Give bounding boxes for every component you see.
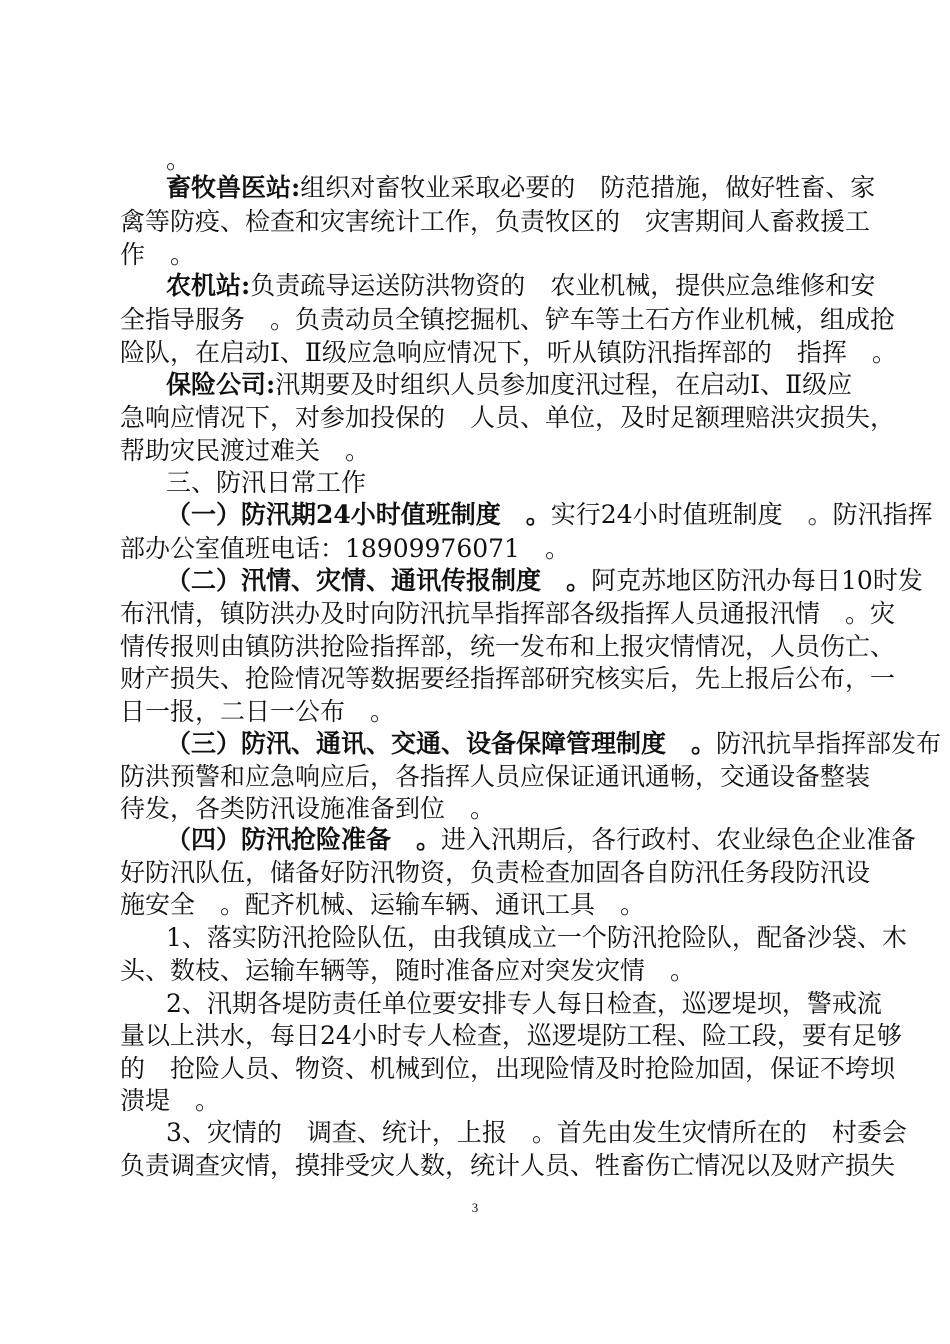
text-line: 情传报则由镇防洪抢险指挥部，统一发布和上报灾情情况，人员伤亡、 (120, 632, 896, 661)
text-line: （一）防汛期24小时值班制度 。实行24小时值班制度 。防汛指挥 (166, 500, 933, 529)
section-heading: （一）防汛期24小时值班制度 。 (166, 500, 551, 529)
text-line: 好防汛队伍，储备好防汛物资，负责检查加固各自防汛任务段防汛设 (120, 858, 871, 887)
section-heading: （四）防汛抢险准备 。 (166, 825, 442, 854)
page-number: 3 (471, 1200, 479, 1215)
section-heading: （三）防汛、通讯、交通、设备保障管理制度 。 (166, 729, 717, 758)
text-line: 待发，各类防汛设施准备到位 。 (120, 794, 496, 823)
text-line: （四）防汛抢险准备 。进入汛期后，各行政村、农业绿色企业准备 (166, 825, 917, 854)
text-line: 全指导服务 。负责动员全镇挖掘机、铲车等土石方作业机械，组成抢 (120, 305, 896, 334)
text-line: 头、数枝、运输车辆等，随时准备应对突发灾情 。 (120, 956, 696, 985)
text-line: （二）汛情、灾情、通讯传报制度 。阿克苏地区防汛办每日10时发 (166, 566, 923, 595)
text-line: 量以上洪水，每日24小时专人检查，巡逻堤防工程、险工段，要有足够 (120, 1021, 902, 1050)
text-line: 布汛情，镇防洪办及时向防汛抗旱指挥部各级指挥人员通报汛情 。灾 (120, 599, 896, 628)
text-line: 负责调查灾情，摸排受灾人数，统计人员、牲畜伤亡情况以及财产损失 (120, 1151, 896, 1180)
text-line: 2、汛期各堤防责任单位要安排专人每日检查，巡逻堤坝，警戒流 (166, 989, 882, 1018)
section-heading: 保险公司: (166, 370, 276, 399)
text-line: 农机站:负责疏导运送防洪物资的 农业机械，提供应急维修和安 (166, 271, 876, 300)
text-line: 禽等防疫、检查和灾害统计工作，负责牧区的 灾害期间人畜救援工 (120, 207, 871, 236)
section-title: 三、防汛日常工作 (166, 468, 367, 497)
text-line: 急响应情况下，对参加投保的 人员、单位，及时足额理赔洪灾损失， (120, 403, 896, 432)
text-line: 3、灾情的 调查、统计，上报 。首先由发生灾情所在的 村委会 (166, 1118, 907, 1147)
text-line: 防洪预警和应急响应后，各指挥人员应保证通讯通畅，交通设备整装 (120, 762, 871, 791)
text-line: 溃堤 。 (120, 1086, 221, 1115)
text-line: 1、落实防汛抢险队伍，由我镇成立一个防汛抢险队，配备沙袋、木 (166, 923, 907, 952)
text-line: （三）防汛、通讯、交通、设备保障管理制度 。防汛抗旱指挥部发布 (166, 729, 942, 758)
text-line: 险队，在启动Ⅰ、Ⅱ级应急响应情况下，听从镇防汛指挥部的 指挥 。 (120, 338, 897, 367)
text-line: 畜牧兽医站:组织对畜牧业采取必要的 防范措施，做好牲畜、家 (166, 173, 876, 202)
text-line: 的 抢险人员、物资、机械到位，出现险情及时抢险加固，保证不垮坝 (120, 1054, 896, 1083)
text-line: 。 (166, 145, 192, 174)
section-heading: （二）汛情、灾情、通讯传报制度 。 (166, 566, 592, 595)
text-line: 保险公司:汛期要及时组织人员参加度汛过程，在启动Ⅰ、Ⅱ级应 (166, 370, 853, 399)
text-line: 财产损失、抢险情况等数据要经指挥部研究核实后，先上报后公布，一 (120, 664, 896, 693)
text-line: 日一报，二日一公布 。 (120, 697, 396, 726)
text-line: 部办公室值班电话：18909976071 。 (120, 534, 570, 563)
text-line: 作 。 (120, 240, 196, 269)
section-heading: 农机站: (166, 271, 251, 300)
text-line: 施安全 。配齐机械、运输车辆、通讯工具 。 (120, 890, 646, 919)
section-heading: 畜牧兽医站: (166, 173, 301, 202)
text-line: 帮助灾民渡过难关 。 (120, 436, 371, 465)
